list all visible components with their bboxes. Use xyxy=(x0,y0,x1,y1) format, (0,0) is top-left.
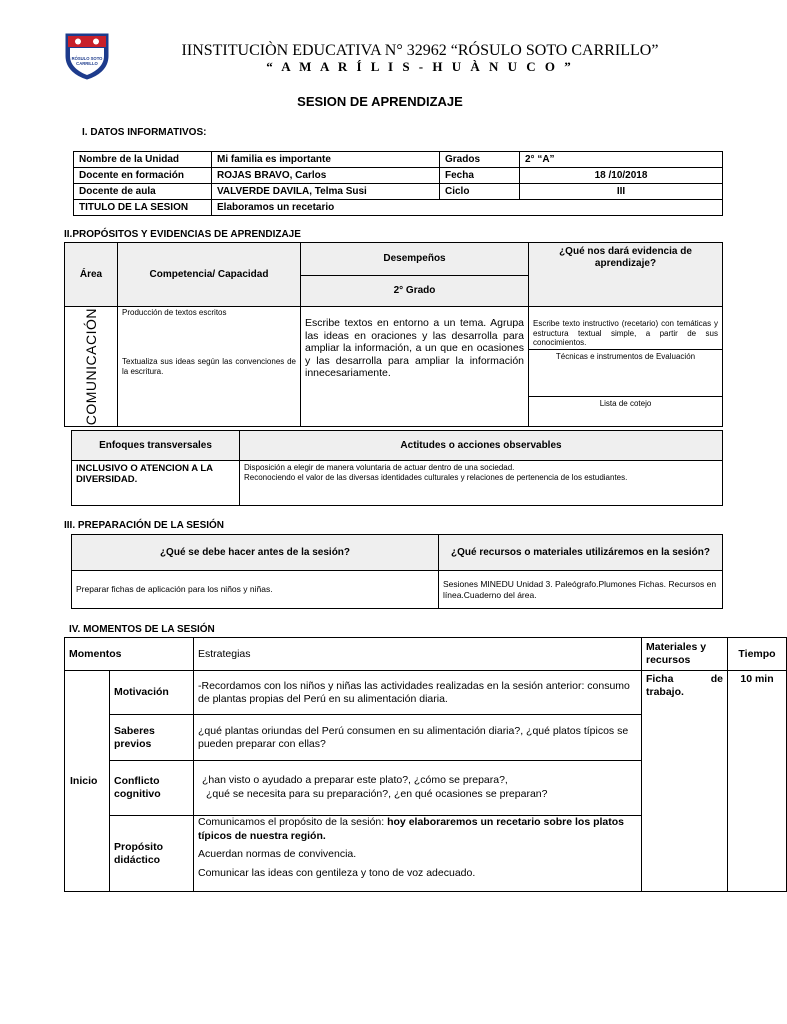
datos-informativos-table xyxy=(73,151,723,216)
table-row xyxy=(74,152,723,168)
col-grado-header: 2° Grado xyxy=(301,276,529,307)
section1-heading: I. DATOS INFORMATIVOS: xyxy=(82,127,207,138)
row-label: Saberes previos xyxy=(110,715,194,761)
tecnicas-label: Técnicas e instrumentos de Evaluación xyxy=(529,349,723,396)
table-row xyxy=(72,431,723,461)
table-row xyxy=(65,307,723,350)
table-row xyxy=(74,168,723,184)
estrategia-line: Acuerdan normas de convivencia. xyxy=(198,848,357,861)
evidencia-cell: Escribe texto instructivo (recetario) con temáticas y estructura textual simple, a partir de sus conocimientos. xyxy=(529,307,723,350)
col-evidencia-header: ¿Qué nos dará evidencia de aprendizaje? xyxy=(529,243,723,307)
row-value: 18 /10/2018 xyxy=(520,168,723,184)
page-title: SESION DE APRENDIZAJE xyxy=(297,94,463,109)
table-row xyxy=(74,200,723,216)
estrategia-cell xyxy=(194,816,642,892)
col-recursos-header: ¿Qué recursos o materiales utilizáremos en la sesión? xyxy=(439,535,723,571)
enfoques-table xyxy=(71,430,723,506)
row-value: III xyxy=(520,184,723,200)
row-value: Mi familia es importante xyxy=(212,152,440,168)
area-label: COMUNICACIÓN xyxy=(82,308,99,426)
instrumento-cell: Lista de cotejo xyxy=(529,397,723,427)
actitud-line: Disposición a elegir de manera voluntaria de actuar dentro de una sociedad. xyxy=(244,463,515,472)
institution-location: “ A M A R Í L I S - H U À N U C O ” xyxy=(266,59,574,74)
actitudes-cell xyxy=(240,461,723,506)
row-label: Docente en formación xyxy=(74,168,212,184)
area-cell xyxy=(65,307,118,427)
proposito-intro: Comunicamos el propósito de la sesión: xyxy=(198,816,388,828)
row-label: Motivación xyxy=(110,671,194,715)
table-row xyxy=(72,461,723,506)
propositos-table xyxy=(64,242,723,427)
col-estrategias-header: Estrategias xyxy=(194,638,642,671)
table-row xyxy=(65,671,787,715)
table-row xyxy=(72,535,723,571)
col-momentos-header: Momentos xyxy=(65,638,194,671)
actitud-line: Reconociendo el valor de las diversas identidades culturales y relaciones de pertenencia de los estudiantes. xyxy=(244,472,628,482)
col-area-header: Área xyxy=(65,243,118,307)
row-label: Fecha xyxy=(440,168,520,184)
col-enfoques-header: Enfoques transversales xyxy=(72,431,240,461)
table-row xyxy=(65,243,723,276)
row-value: 2° “A” xyxy=(520,152,723,168)
desempeno-cell: Escribe textos en entorno a un tema. Agrupa las ideas en oraciones y las desarrolla para ampliar la información, a un que en ocasiones y las desarrolla para ampliar la información innecesariamente. xyxy=(301,307,529,427)
institution-name: IINSTITUCIÒN EDUCATIVA N° 32962 “RÓSULO SOTO CARRILLO” xyxy=(181,42,659,59)
proposito-bold: hoy elaboraremos un recetario sobre los platos típicos de nuestra región. xyxy=(198,816,625,842)
row-label: Nombre de la Unidad xyxy=(74,152,212,168)
row-value: ROJAS BRAVO, Carlos xyxy=(212,168,440,184)
col-materiales-header: Materiales y recursos xyxy=(642,638,728,671)
estrategia-line: Comunicar las ideas con gentileza y tono de voz adecuado. xyxy=(198,866,476,879)
row-label: Grados xyxy=(440,152,520,168)
col-actitudes-header: Actitudes o acciones observables xyxy=(240,431,723,461)
col-antes-header: ¿Qué se debe hacer antes de la sesión? xyxy=(72,535,439,571)
col-competencia-header: Competencia/ Capacidad xyxy=(118,243,301,307)
tiempo-cell: 10 min xyxy=(728,671,787,892)
estrategia-line: ¿han visto o ayudado a preparar este plato?, ¿cómo se prepara?, xyxy=(202,774,508,787)
col-desempenos-header: Desempeños xyxy=(301,243,529,276)
row-label: TITULO DE LA SESION xyxy=(74,200,212,216)
svg-text:RÓSULO SOTO: RÓSULO SOTO xyxy=(71,56,103,61)
row-label: Propósito didáctico xyxy=(110,816,194,892)
section3-heading: III. PREPARACIÓN DE LA SESIÓN xyxy=(64,520,225,531)
momentos-table xyxy=(64,637,787,892)
table-row xyxy=(65,638,787,671)
col-tiempo-header: Tiempo xyxy=(728,638,787,671)
table-row xyxy=(74,184,723,200)
table-row xyxy=(72,571,723,609)
svg-text:CARRILLO: CARRILLO xyxy=(76,61,98,66)
enfoque-cell: INCLUSIVO O ATENCION A LA DIVERSIDAD. xyxy=(72,461,240,506)
row-value: VALVERDE DAVILA, Telma Susi xyxy=(212,184,440,200)
estrategia-cell: -Recordamos con los niños y niñas las actividades realizadas en la sesión anterior: consumo de plantas propias del Perú en su alimentación diaria. xyxy=(194,671,642,715)
capacidad-text: Textualiza sus ideas según las convenciones de la escritura. xyxy=(118,349,301,426)
proposito-line xyxy=(198,816,637,843)
school-crest-logo xyxy=(62,30,112,80)
estrategia-line: ¿qué se necesita para su preparación?, ¿en qué ocasiones se preparan? xyxy=(206,788,548,800)
estrategia-cell xyxy=(194,761,642,816)
section4-heading: IV. MOMENTOS DE LA SESIÓN xyxy=(69,624,215,635)
antes-cell: Preparar fichas de aplicación para los niños y niñas. xyxy=(72,571,439,609)
recursos-cell: Sesiones MINEDU Unidad 3. Paleógrafo.Plumones Fichas. Recursos en línea.Cuaderno del área. xyxy=(439,571,723,609)
row-label: Conflicto cognitivo xyxy=(110,761,194,816)
capacidad-title: Producción de textos escritos xyxy=(118,307,301,350)
materiales-cell: Ficha de trabajo. xyxy=(642,671,728,892)
estrategia-cell: ¿qué plantas oriundas del Perú consumen en su alimentación diaria?, ¿qué platos típicos se pueden preparar con ellas? xyxy=(194,715,642,761)
momento-cell: Inicio xyxy=(65,671,110,892)
row-label: Ciclo xyxy=(440,184,520,200)
section2-heading: II.PROPÓSITOS Y EVIDENCIAS DE APRENDIZAJE xyxy=(64,229,301,240)
row-label: Docente de aula xyxy=(74,184,212,200)
preparacion-table xyxy=(71,534,723,609)
row-value: Elaboramos un recetario xyxy=(212,200,723,216)
